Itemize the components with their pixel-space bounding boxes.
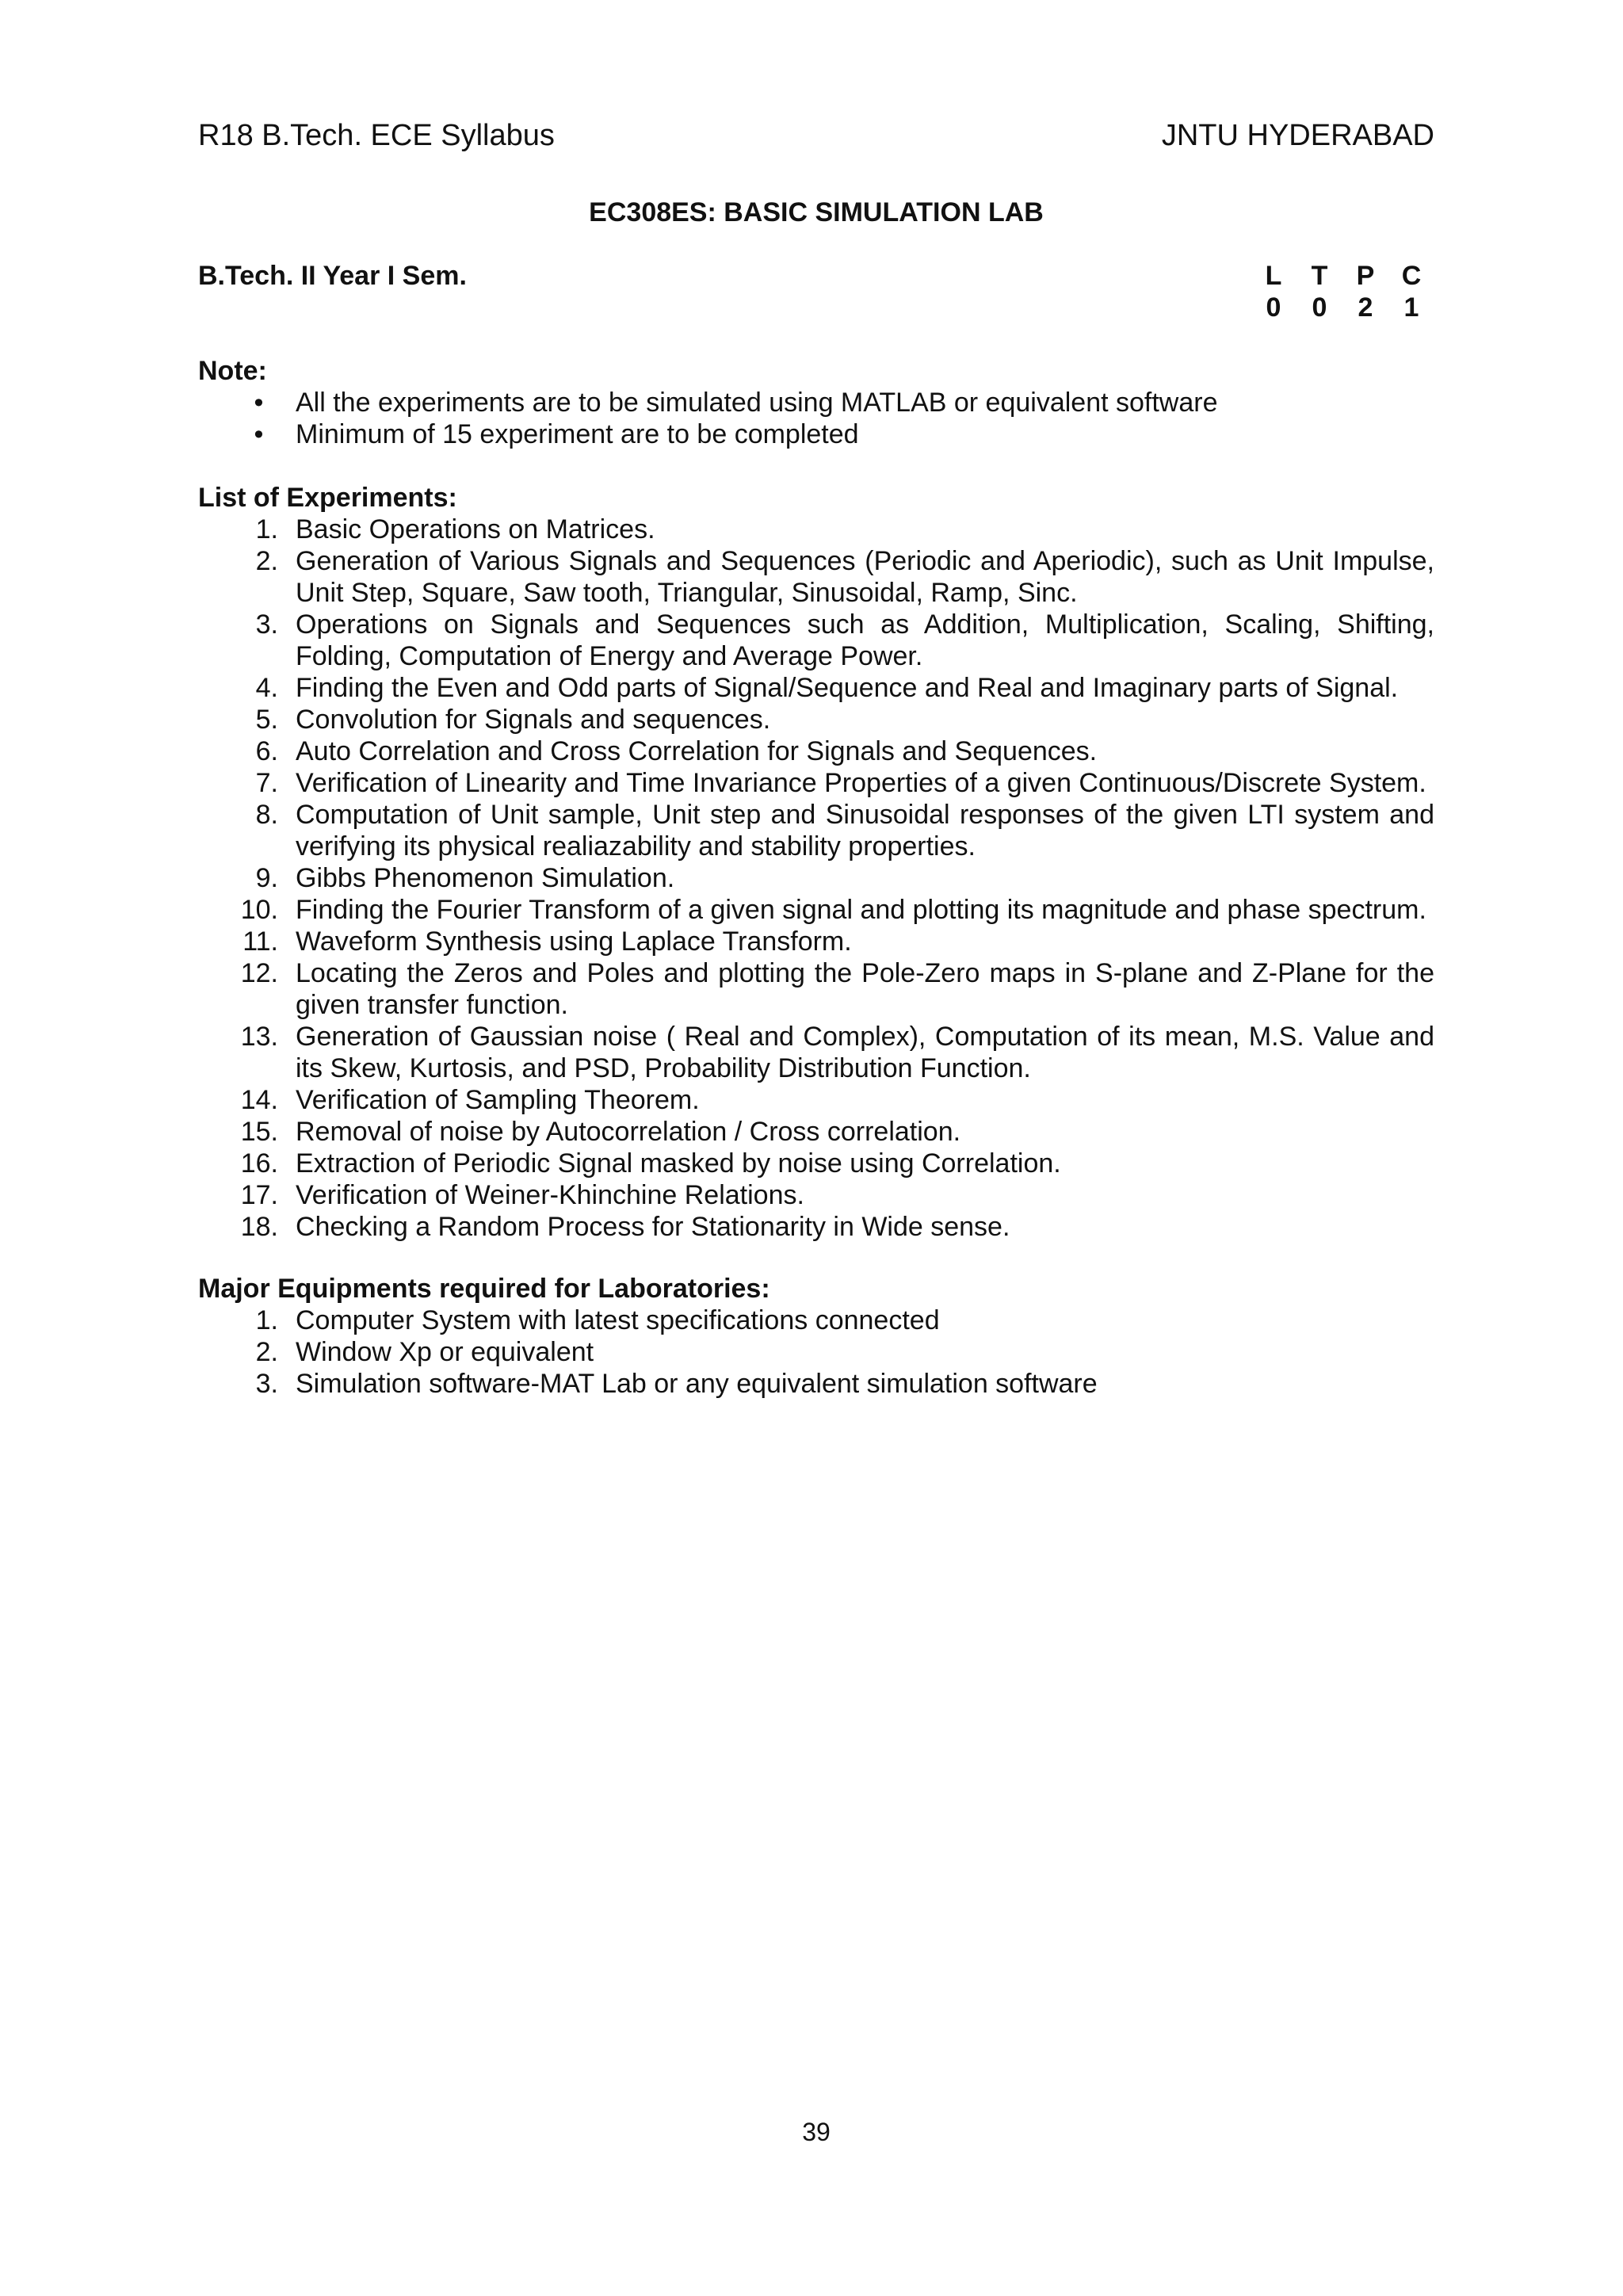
- experiments-list: [198, 514, 1434, 1243]
- list-item: [198, 1211, 1434, 1243]
- equipment-heading: Major Equipments required for Laboratories:: [198, 1274, 770, 1304]
- header-right: JNTU HYDERABAD: [1161, 119, 1434, 152]
- ltpc-table: [1251, 260, 1434, 323]
- list-item: [198, 1084, 1434, 1116]
- item-text: Verification of Linearity and Time Invariance Properties of a given Continuous/Discrete System.: [296, 768, 1426, 798]
- item-text: Verification of Sampling Theorem.: [296, 1085, 700, 1115]
- page-number: 39: [802, 2118, 831, 2146]
- item-number: 9.: [255, 863, 278, 893]
- course-title: EC308ES: BASIC SIMULATION LAB: [589, 197, 1044, 227]
- item-number: 3.: [255, 609, 278, 640]
- experiments-section: [198, 482, 1434, 1243]
- equipment-list: [198, 1305, 1434, 1400]
- item-number: 13.: [240, 1022, 278, 1052]
- item-text: Auto Correlation and Cross Correlation for Signals and Sequences.: [296, 736, 1098, 766]
- list-item: [198, 545, 1434, 609]
- item-text: Checking a Random Process for Stationarity in Wide sense.: [296, 1212, 1010, 1242]
- ltpc-label-t: T: [1311, 261, 1328, 291]
- item-number: 16.: [240, 1148, 278, 1179]
- list-item: [198, 767, 1434, 799]
- list-item: [198, 672, 1434, 704]
- item-text: Finding the Even and Odd parts of Signal/Sequence and Real and Imaginary parts of Signal.: [296, 673, 1399, 703]
- item-number: 1.: [255, 514, 278, 544]
- ltpc-labels: [1251, 260, 1434, 292]
- item-number: 1.: [255, 1305, 278, 1335]
- bullet-icon: •: [254, 419, 264, 449]
- list-item: [198, 799, 1434, 862]
- item-text: Computer System with latest specifications connected: [296, 1305, 940, 1335]
- note-list: [198, 387, 1434, 450]
- item-number: 3.: [255, 1369, 278, 1399]
- item-text: Verification of Weiner-Khinchine Relations.: [296, 1180, 804, 1210]
- item-number: 14.: [240, 1085, 278, 1115]
- list-item: [198, 862, 1434, 894]
- item-number: 18.: [240, 1212, 278, 1242]
- equipment-section: [198, 1273, 1434, 1400]
- ltpc-values: [1251, 292, 1434, 323]
- syllabus-page: [198, 0, 1434, 2296]
- item-text: Window Xp or equivalent: [296, 1337, 594, 1367]
- list-item: [198, 1336, 1434, 1368]
- list-item: [198, 514, 1434, 545]
- list-item: [198, 609, 1434, 672]
- list-item: [198, 1179, 1434, 1211]
- list-item: [198, 957, 1434, 1021]
- list-item: [198, 418, 1434, 450]
- ltpc-label-l: L: [1265, 261, 1282, 291]
- item-text: Extraction of Periodic Signal masked by noise using Correlation.: [296, 1148, 1061, 1179]
- list-item: [198, 735, 1434, 767]
- ltpc-label-c: C: [1401, 261, 1422, 291]
- ltpc-value-c: 1: [1403, 292, 1419, 323]
- item-number: 2.: [255, 546, 278, 576]
- list-item: [198, 894, 1434, 926]
- ltpc-value-p: 2: [1358, 292, 1373, 323]
- item-text: Basic Operations on Matrices.: [296, 514, 655, 544]
- item-text: Simulation software-MAT Lab or any equivalent simulation software: [296, 1369, 1098, 1399]
- note-heading: Note:: [198, 356, 267, 386]
- note-section: [198, 355, 1434, 450]
- item-number: 6.: [255, 736, 278, 766]
- list-item: [198, 1148, 1434, 1179]
- list-item: [198, 1116, 1434, 1148]
- ltpc-value-t: 0: [1312, 292, 1327, 323]
- item-number: 11.: [242, 926, 278, 957]
- list-item: [198, 1021, 1434, 1084]
- header-left: R18 B.Tech. ECE Syllabus: [198, 119, 555, 152]
- item-number: 12.: [240, 958, 278, 988]
- item-text: Computation of Unit sample, Unit step and Sinusoidal responses of the given LTI system and verifying its physical realiazability and stability properties.: [296, 800, 1434, 861]
- bullet-icon: •: [254, 388, 264, 418]
- item-text: Generation of Gaussian noise ( Real and Complex), Computation of its mean, M.S. Value and its Skew, Kurtosis, and PSD, Probability Distribution Function.: [296, 1022, 1434, 1083]
- item-text: Waveform Synthesis using Laplace Transform.: [296, 926, 852, 957]
- item-number: 15.: [240, 1117, 278, 1147]
- item-number: 10.: [240, 895, 278, 925]
- item-number: 8.: [255, 800, 278, 830]
- item-text: Locating the Zeros and Poles and plotting the Pole-Zero maps in S-plane and Z-Plane for the given transfer function.: [296, 958, 1434, 1020]
- note-text: All the experiments are to be simulated using MATLAB or equivalent software: [296, 388, 1218, 418]
- page-header: [198, 117, 1434, 154]
- item-text: Operations on Signals and Sequences such as Addition, Multiplication, Scaling, Shifting, Folding, Computation of Energy and Average Power.: [296, 609, 1434, 671]
- list-item: [198, 1368, 1434, 1400]
- note-text: Minimum of 15 experiment are to be completed: [296, 419, 859, 449]
- item-number: 17.: [240, 1180, 278, 1210]
- list-item: [198, 387, 1434, 418]
- ltpc-label-p: P: [1356, 261, 1375, 291]
- list-item: [198, 704, 1434, 735]
- item-text: Gibbs Phenomenon Simulation.: [296, 863, 675, 893]
- list-item: [198, 926, 1434, 957]
- item-number: 4.: [255, 673, 278, 703]
- item-number: 2.: [255, 1337, 278, 1367]
- semester-label: B.Tech. II Year I Sem.: [198, 261, 467, 291]
- experiments-heading: List of Experiments:: [198, 483, 457, 513]
- item-text: Convolution for Signals and sequences.: [296, 705, 771, 735]
- item-text: Removal of noise by Autocorrelation / Cross correlation.: [296, 1117, 961, 1147]
- ltpc-value-l: 0: [1266, 292, 1281, 323]
- item-number: 5.: [255, 705, 278, 735]
- list-item: [198, 1305, 1434, 1336]
- item-text: Finding the Fourier Transform of a given signal and plotting its magnitude and phase spectrum.: [296, 895, 1426, 925]
- item-number: 7.: [255, 768, 278, 798]
- item-text: Generation of Various Signals and Sequences (Periodic and Aperiodic), such as Unit Impulse, Unit Step, Square, Saw tooth, Triangular, Sinusoidal, Ramp, Sinc.: [296, 546, 1434, 608]
